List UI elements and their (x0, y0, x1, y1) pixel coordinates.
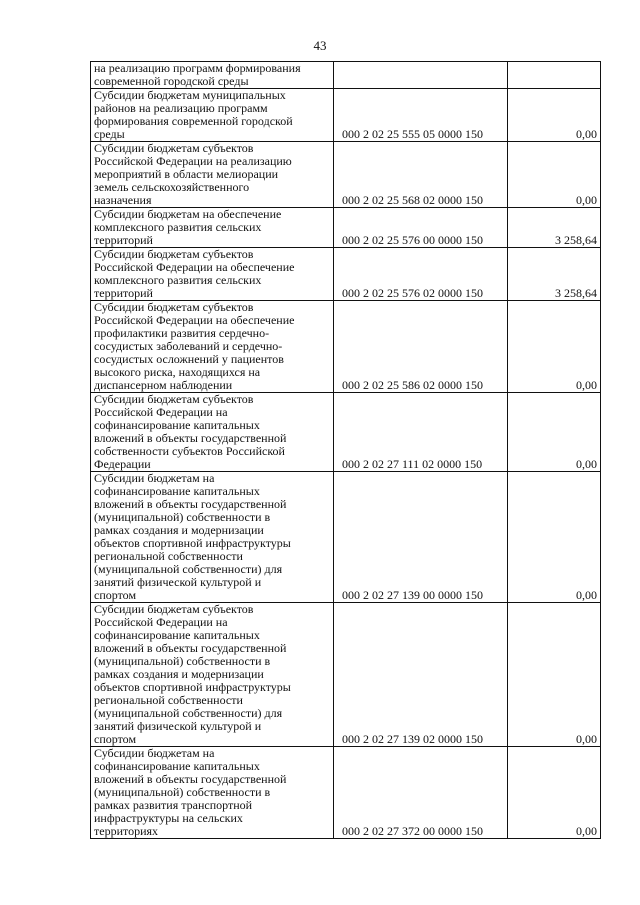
row-code: 000 2 02 27 372 00 0000 150 (334, 747, 508, 839)
page-number: 43 (313, 38, 327, 53)
row-amount: 0,00 (508, 89, 601, 142)
row-code: 000 2 02 25 586 02 0000 150 (334, 301, 508, 393)
table-row (91, 89, 601, 142)
table-row (91, 248, 601, 301)
row-name: Субсидии бюджетам на софинансирование капитальных вложений в объекты государственной (муниципальной) собственности в рамках развития транспортной инфраструктуры на сельских территориях (91, 747, 334, 839)
table-row (91, 301, 601, 393)
table-row (91, 393, 601, 472)
row-code: 000 2 02 27 111 02 0000 150 (334, 393, 508, 472)
table-row (91, 142, 601, 208)
row-code: 000 2 02 25 568 02 0000 150 (334, 142, 508, 208)
table-row (91, 62, 601, 89)
row-code: 000 2 02 27 139 02 0000 150 (334, 603, 508, 747)
row-name: на реализацию программ формирования современной городской среды (91, 62, 334, 89)
row-code: 000 2 02 25 576 02 0000 150 (334, 248, 508, 301)
row-amount: 0,00 (508, 472, 601, 603)
row-amount: 3 258,64 (508, 248, 601, 301)
row-amount: 0,00 (508, 603, 601, 747)
budget-table-body (91, 62, 601, 839)
table-row (91, 472, 601, 603)
row-name: Субсидии бюджетам муниципальных районов на реализацию программ формирования современной городской среды (91, 89, 334, 142)
row-amount: 0,00 (508, 393, 601, 472)
row-name: Субсидии бюджетам на софинансирование капитальных вложений в объекты государственной (муниципальной) собственности в рамках создания и модернизации объектов спортивной инфраструктуры региональной собственности (муниципальной собственности) для занятий физической культурой и спортом (91, 472, 334, 603)
row-amount: 3 258,64 (508, 208, 601, 248)
row-amount (508, 62, 601, 89)
row-amount: 0,00 (508, 142, 601, 208)
row-name: Субсидии бюджетам субъектов Российской Федерации на реализацию мероприятий в области мелиорации земель сельскохозяйственного назначения (91, 142, 334, 208)
row-amount: 0,00 (508, 747, 601, 839)
row-name: Субсидии бюджетам на обеспечение комплексного развития сельских территорий (91, 208, 334, 248)
row-name: Субсидии бюджетам субъектов Российской Федерации на софинансирование капитальных вложений в объекты государственной собственности субъектов Российской Федерации (91, 393, 334, 472)
table-row (91, 208, 601, 248)
table-row (91, 603, 601, 747)
budget-table (90, 61, 601, 839)
row-code: 000 2 02 25 555 05 0000 150 (334, 89, 508, 142)
table-row (91, 747, 601, 839)
row-code (334, 62, 508, 89)
row-name: Субсидии бюджетам субъектов Российской Федерации на софинансирование капитальных вложений в объекты государственной (муниципальной) собственности в рамках создания и модернизации объектов спортивной инфраструктуры региональной собственности (муниципальной собственности) для занятий физической культурой и спортом (91, 603, 334, 747)
row-name: Субсидии бюджетам субъектов Российской Федерации на обеспечение комплексного развития сельских территорий (91, 248, 334, 301)
row-code: 000 2 02 27 139 00 0000 150 (334, 472, 508, 603)
row-amount: 0,00 (508, 301, 601, 393)
row-name: Субсидии бюджетам субъектов Российской Федерации на обеспечение профилактики развития сердечно- сосудистых заболеваний и сердечно- сосудистых осложнений у пациентов высокого риска, находящихся на диспансерном наблюдении (91, 301, 334, 393)
row-code: 000 2 02 25 576 00 0000 150 (334, 208, 508, 248)
